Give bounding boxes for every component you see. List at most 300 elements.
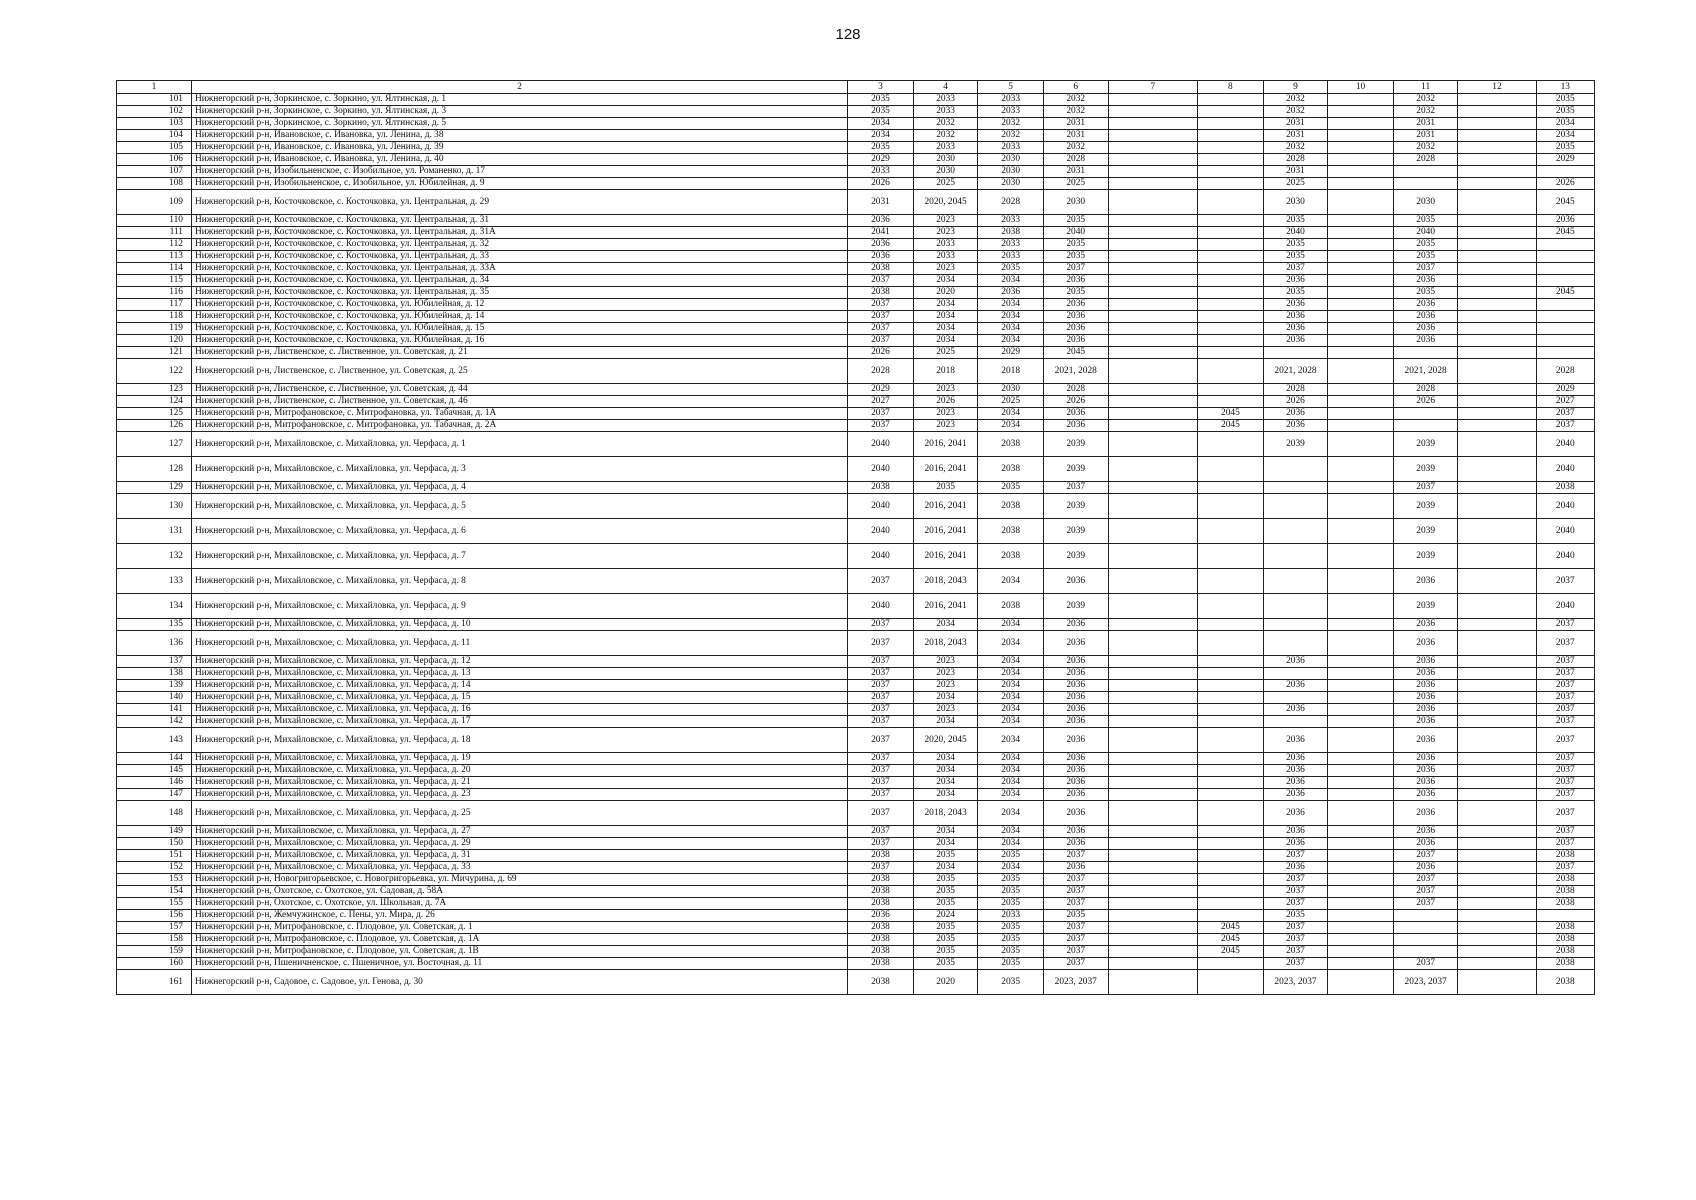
year-cell-c4: 2016, 2041 (913, 594, 978, 619)
year-cell-c10 (1328, 299, 1394, 311)
year-cell-c13: 2034 (1536, 118, 1594, 130)
year-cell-c7 (1108, 142, 1198, 154)
year-cell-c4: 2023 (913, 408, 978, 420)
row-number-cell: 103 (117, 118, 192, 130)
year-cell-c9 (1263, 594, 1328, 619)
year-cell-c3: 2037 (848, 838, 914, 850)
row-number-cell: 125 (117, 408, 192, 420)
year-cell-c7 (1108, 922, 1198, 934)
year-cell-c12 (1458, 287, 1536, 299)
year-cell-c6: 2036 (1043, 668, 1108, 680)
address-cell: Нижнегорский р-н, Михайловское, с. Михайловка, ул. Черфаса, д. 5 (191, 494, 847, 519)
row-number-cell: 112 (117, 239, 192, 251)
year-cell-c13 (1536, 251, 1594, 263)
year-cell-c11: 2023, 2037 (1393, 970, 1458, 995)
year-cell-c9: 2037 (1263, 898, 1328, 910)
year-cell-c4: 2023 (913, 384, 978, 396)
year-cell-c10 (1328, 215, 1394, 227)
year-cell-c3: 2038 (848, 850, 914, 862)
year-cell-c13: 2036 (1536, 215, 1594, 227)
address-cell: Нижнегорский р-н, Ивановское, с. Ивановка, ул. Ленина, д. 39 (191, 142, 847, 154)
year-cell-c8: 2045 (1198, 922, 1264, 934)
year-cell-c7 (1108, 910, 1198, 922)
year-cell-c9: 2037 (1263, 946, 1328, 958)
year-cell-c5: 2025 (978, 396, 1044, 408)
year-cell-c13 (1536, 275, 1594, 287)
year-cell-c5: 2030 (978, 166, 1044, 178)
year-cell-c9: 2031 (1263, 130, 1328, 142)
year-cell-c7 (1108, 263, 1198, 275)
year-cell-c3: 2037 (848, 716, 914, 728)
row-number-cell: 159 (117, 946, 192, 958)
year-cell-c6: 2036 (1043, 704, 1108, 716)
year-cell-c8 (1198, 898, 1264, 910)
year-cell-c6: 2039 (1043, 594, 1108, 619)
row-number-cell: 154 (117, 886, 192, 898)
year-cell-c10 (1328, 789, 1394, 801)
year-cell-c10 (1328, 519, 1394, 544)
year-cell-c13: 2045 (1536, 227, 1594, 239)
year-cell-c7 (1108, 898, 1198, 910)
year-cell-c11: 2035 (1393, 239, 1458, 251)
year-cell-c12 (1458, 227, 1536, 239)
row-number-cell: 128 (117, 457, 192, 482)
year-cell-c13: 2037 (1536, 826, 1594, 838)
year-cell-c9: 2037 (1263, 874, 1328, 886)
year-cell-c7 (1108, 946, 1198, 958)
year-cell-c7 (1108, 958, 1198, 970)
year-cell-c10 (1328, 154, 1394, 166)
table-row (117, 494, 1595, 519)
year-cell-c3: 2041 (848, 227, 914, 239)
year-cell-c13 (1536, 263, 1594, 275)
row-number-cell: 124 (117, 396, 192, 408)
year-cell-c6: 2036 (1043, 311, 1108, 323)
year-cell-c10 (1328, 311, 1394, 323)
year-cell-c9: 2037 (1263, 886, 1328, 898)
year-cell-c12 (1458, 482, 1536, 494)
year-cell-c4: 2034 (913, 275, 978, 287)
table-row (117, 970, 1595, 995)
year-cell-c11: 2036 (1393, 323, 1458, 335)
year-cell-c3: 2040 (848, 432, 914, 457)
year-cell-c5: 2035 (978, 263, 1044, 275)
year-cell-c11 (1393, 922, 1458, 934)
row-number-cell: 147 (117, 789, 192, 801)
year-cell-c10 (1328, 631, 1394, 656)
year-cell-c8 (1198, 958, 1264, 970)
year-cell-c9: 2036 (1263, 311, 1328, 323)
row-number-cell: 139 (117, 680, 192, 692)
year-cell-c11: 2036 (1393, 680, 1458, 692)
year-cell-c3: 2037 (848, 275, 914, 287)
address-cell: Нижнегорский р-н, Михайловское, с. Михайловка, ул. Черфаса, д. 4 (191, 482, 847, 494)
year-cell-c10 (1328, 934, 1394, 946)
year-cell-c6: 2036 (1043, 862, 1108, 874)
table-row (117, 251, 1595, 263)
year-cell-c11: 2035 (1393, 287, 1458, 299)
year-cell-c11: 2036 (1393, 765, 1458, 777)
year-cell-c10 (1328, 432, 1394, 457)
year-cell-c9: 2036 (1263, 656, 1328, 668)
address-cell: Нижнегорский р-н, Митрофановское, с. Плодовое, ул. Советская, д. 1А (191, 934, 847, 946)
address-cell: Нижнегорский р-н, Митрофановское, с. Плодовое, ул. Советская, д. 1 (191, 922, 847, 934)
year-cell-c3: 2037 (848, 765, 914, 777)
year-cell-c7 (1108, 154, 1198, 166)
year-cell-c12 (1458, 680, 1536, 692)
year-cell-c13: 2035 (1536, 142, 1594, 154)
column-header: 4 (913, 81, 978, 94)
address-cell: Нижнегорский р-н, Михайловское, с. Михайловка, ул. Черфаса, д. 29 (191, 838, 847, 850)
year-cell-c13: 2040 (1536, 432, 1594, 457)
year-cell-c10 (1328, 898, 1394, 910)
year-cell-c10 (1328, 656, 1394, 668)
year-cell-c4: 2026 (913, 396, 978, 408)
year-cell-c11: 2036 (1393, 692, 1458, 704)
year-cell-c11: 2039 (1393, 432, 1458, 457)
year-cell-c3: 2037 (848, 801, 914, 826)
year-cell-c6: 2036 (1043, 335, 1108, 347)
year-cell-c8 (1198, 130, 1264, 142)
address-cell: Нижнегорский р-н, Охотское, с. Охотское, ул. Садовая, д. 58А (191, 886, 847, 898)
address-cell: Нижнегорский р-н, Косточковское, с. Косточковка, ул. Центральная, д. 31 (191, 215, 847, 227)
year-cell-c10 (1328, 190, 1394, 215)
year-cell-c6: 2037 (1043, 874, 1108, 886)
year-cell-c7 (1108, 239, 1198, 251)
year-cell-c8 (1198, 94, 1264, 106)
year-cell-c4: 2032 (913, 118, 978, 130)
year-cell-c6: 2036 (1043, 728, 1108, 753)
year-cell-c8 (1198, 874, 1264, 886)
address-cell: Нижнегорский р-н, Михайловское, с. Михайловка, ул. Черфаса, д. 25 (191, 801, 847, 826)
year-cell-c8 (1198, 777, 1264, 789)
year-cell-c3: 2038 (848, 263, 914, 275)
year-cell-c6: 2036 (1043, 789, 1108, 801)
year-cell-c13: 2027 (1536, 396, 1594, 408)
year-cell-c12 (1458, 569, 1536, 594)
year-cell-c6: 2036 (1043, 656, 1108, 668)
year-cell-c3: 2029 (848, 384, 914, 396)
year-cell-c12 (1458, 958, 1536, 970)
table-row (117, 946, 1595, 958)
year-cell-c11: 2037 (1393, 482, 1458, 494)
year-cell-c4: 2030 (913, 154, 978, 166)
year-cell-c13: 2040 (1536, 594, 1594, 619)
year-cell-c3: 2037 (848, 704, 914, 716)
year-cell-c3: 2038 (848, 886, 914, 898)
table-row (117, 130, 1595, 142)
year-cell-c4: 2018, 2043 (913, 631, 978, 656)
year-cell-c9: 2035 (1263, 287, 1328, 299)
address-cell: Нижнегорский р-н, Жемчужинское, с. Пены, ул. Мира, д. 26 (191, 910, 847, 922)
row-number-cell: 119 (117, 323, 192, 335)
year-cell-c6: 2036 (1043, 777, 1108, 789)
row-number-cell: 133 (117, 569, 192, 594)
year-cell-c3: 2038 (848, 898, 914, 910)
year-cell-c4: 2035 (913, 922, 978, 934)
year-cell-c10 (1328, 457, 1394, 482)
address-cell: Нижнегорский р-н, Косточковское, с. Косточковка, ул. Центральная, д. 29 (191, 190, 847, 215)
year-cell-c3: 2035 (848, 142, 914, 154)
year-cell-c7 (1108, 118, 1198, 130)
column-header: 3 (848, 81, 914, 94)
year-cell-c9 (1263, 457, 1328, 482)
year-cell-c6: 2037 (1043, 850, 1108, 862)
year-cell-c9: 2031 (1263, 166, 1328, 178)
year-cell-c6: 2031 (1043, 130, 1108, 142)
year-cell-c5: 2035 (978, 946, 1044, 958)
year-cell-c7 (1108, 347, 1198, 359)
row-number-cell: 127 (117, 432, 192, 457)
year-cell-c11: 2031 (1393, 118, 1458, 130)
table-row (117, 384, 1595, 396)
year-cell-c11: 2037 (1393, 886, 1458, 898)
year-cell-c3: 2035 (848, 94, 914, 106)
table-row (117, 789, 1595, 801)
year-cell-c5: 2034 (978, 862, 1044, 874)
year-cell-c3: 2035 (848, 106, 914, 118)
year-cell-c12 (1458, 922, 1536, 934)
year-cell-c11 (1393, 910, 1458, 922)
year-cell-c4: 2035 (913, 958, 978, 970)
year-cell-c11 (1393, 347, 1458, 359)
year-cell-c13: 2037 (1536, 716, 1594, 728)
year-cell-c5: 2034 (978, 765, 1044, 777)
table-row (117, 347, 1595, 359)
year-cell-c11: 2035 (1393, 215, 1458, 227)
year-cell-c12 (1458, 106, 1536, 118)
year-cell-c5: 2034 (978, 619, 1044, 631)
year-cell-c8: 2045 (1198, 946, 1264, 958)
year-cell-c4: 2024 (913, 910, 978, 922)
year-cell-c9: 2036 (1263, 420, 1328, 432)
year-cell-c12 (1458, 420, 1536, 432)
year-cell-c13: 2038 (1536, 482, 1594, 494)
year-cell-c7 (1108, 680, 1198, 692)
year-cell-c3: 2037 (848, 680, 914, 692)
year-cell-c4: 2016, 2041 (913, 544, 978, 569)
table-row (117, 680, 1595, 692)
year-cell-c7 (1108, 850, 1198, 862)
year-cell-c8 (1198, 287, 1264, 299)
year-cell-c12 (1458, 190, 1536, 215)
row-number-cell: 152 (117, 862, 192, 874)
year-cell-c3: 2038 (848, 958, 914, 970)
address-cell: Нижнегорский р-н, Охотское, с. Охотское, ул. Школьная, д. 7А (191, 898, 847, 910)
year-cell-c10 (1328, 106, 1394, 118)
address-cell: Нижнегорский р-н, Михайловское, с. Михайловка, ул. Черфаса, д. 3 (191, 457, 847, 482)
year-cell-c10 (1328, 958, 1394, 970)
year-cell-c6: 2036 (1043, 299, 1108, 311)
table-row (117, 154, 1595, 166)
year-cell-c10 (1328, 862, 1394, 874)
year-cell-c10 (1328, 118, 1394, 130)
year-cell-c3: 2037 (848, 299, 914, 311)
table-row (117, 178, 1595, 190)
address-cell: Нижнегорский р-н, Лиственское, с. Лиственное, ул. Советская, д. 44 (191, 384, 847, 396)
year-cell-c9: 2036 (1263, 777, 1328, 789)
year-cell-c8 (1198, 432, 1264, 457)
year-cell-c8 (1198, 753, 1264, 765)
year-cell-c9: 2037 (1263, 922, 1328, 934)
row-number-cell: 113 (117, 251, 192, 263)
year-cell-c13: 2037 (1536, 789, 1594, 801)
year-cell-c5: 2034 (978, 801, 1044, 826)
year-cell-c13: 2026 (1536, 178, 1594, 190)
year-cell-c6: 2035 (1043, 910, 1108, 922)
year-cell-c7 (1108, 130, 1198, 142)
year-cell-c4: 2034 (913, 335, 978, 347)
row-number-cell: 126 (117, 420, 192, 432)
year-cell-c3: 2037 (848, 631, 914, 656)
year-cell-c11: 2036 (1393, 801, 1458, 826)
row-number-cell: 121 (117, 347, 192, 359)
year-cell-c11 (1393, 934, 1458, 946)
table-body (117, 94, 1595, 995)
year-cell-c8 (1198, 190, 1264, 215)
row-number-cell: 161 (117, 970, 192, 995)
address-cell: Нижнегорский р-н, Михайловское, с. Михайловка, ул. Черфаса, д. 16 (191, 704, 847, 716)
year-cell-c7 (1108, 716, 1198, 728)
year-cell-c8 (1198, 619, 1264, 631)
year-cell-c11: 2036 (1393, 704, 1458, 716)
year-cell-c10 (1328, 704, 1394, 716)
year-cell-c8 (1198, 680, 1264, 692)
year-cell-c10 (1328, 384, 1394, 396)
year-cell-c8 (1198, 910, 1264, 922)
year-cell-c9: 2036 (1263, 299, 1328, 311)
year-cell-c8 (1198, 789, 1264, 801)
year-cell-c9: 2036 (1263, 275, 1328, 287)
address-cell: Нижнегорский р-н, Зоркинское, с. Зоркино, ул. Ялтинская, д. 1 (191, 94, 847, 106)
year-cell-c3: 2026 (848, 178, 914, 190)
year-cell-c5: 2035 (978, 970, 1044, 995)
year-cell-c13: 2040 (1536, 494, 1594, 519)
year-cell-c5: 2034 (978, 704, 1044, 716)
year-cell-c4: 2030 (913, 166, 978, 178)
year-cell-c11 (1393, 420, 1458, 432)
year-cell-c13: 2034 (1536, 130, 1594, 142)
year-cell-c8 (1198, 594, 1264, 619)
address-cell: Нижнегорский р-н, Косточковское, с. Косточковка, ул. Центральная, д. 35 (191, 287, 847, 299)
year-cell-c7 (1108, 311, 1198, 323)
year-cell-c12 (1458, 142, 1536, 154)
address-cell: Нижнегорский р-н, Ивановское, с. Ивановка, ул. Ленина, д. 40 (191, 154, 847, 166)
table-row (117, 569, 1595, 594)
year-cell-c11: 2036 (1393, 275, 1458, 287)
year-cell-c13 (1536, 239, 1594, 251)
year-cell-c8: 2045 (1198, 934, 1264, 946)
row-number-cell: 155 (117, 898, 192, 910)
year-cell-c6: 2036 (1043, 323, 1108, 335)
table-row (117, 263, 1595, 275)
year-cell-c8: 2045 (1198, 420, 1264, 432)
table-row (117, 215, 1595, 227)
year-cell-c12 (1458, 801, 1536, 826)
year-cell-c12 (1458, 263, 1536, 275)
year-cell-c8 (1198, 118, 1264, 130)
year-cell-c7 (1108, 934, 1198, 946)
year-cell-c13: 2040 (1536, 519, 1594, 544)
year-cell-c7 (1108, 619, 1198, 631)
year-cell-c5: 2034 (978, 408, 1044, 420)
year-cell-c11: 2036 (1393, 335, 1458, 347)
row-number-cell: 138 (117, 668, 192, 680)
year-cell-c10 (1328, 850, 1394, 862)
row-number-cell: 153 (117, 874, 192, 886)
year-cell-c9: 2035 (1263, 910, 1328, 922)
year-cell-c6: 2037 (1043, 263, 1108, 275)
year-cell-c9: 2036 (1263, 765, 1328, 777)
year-cell-c8 (1198, 251, 1264, 263)
table-row (117, 728, 1595, 753)
year-cell-c10 (1328, 946, 1394, 958)
address-cell: Нижнегорский р-н, Косточковское, с. Косточковка, ул. Центральная, д. 33А (191, 263, 847, 275)
year-cell-c7 (1108, 396, 1198, 408)
table-row (117, 519, 1595, 544)
year-cell-c12 (1458, 130, 1536, 142)
year-cell-c3: 2037 (848, 311, 914, 323)
year-cell-c11: 2035 (1393, 251, 1458, 263)
year-cell-c10 (1328, 569, 1394, 594)
year-cell-c3: 2033 (848, 166, 914, 178)
year-cell-c9: 2036 (1263, 826, 1328, 838)
year-cell-c10 (1328, 765, 1394, 777)
year-cell-c12 (1458, 323, 1536, 335)
year-cell-c11: 2036 (1393, 569, 1458, 594)
year-cell-c12 (1458, 359, 1536, 384)
year-cell-c9: 2032 (1263, 94, 1328, 106)
column-header: 11 (1393, 81, 1458, 94)
year-cell-c13 (1536, 299, 1594, 311)
year-cell-c5: 2034 (978, 323, 1044, 335)
year-cell-c8 (1198, 299, 1264, 311)
year-cell-c11: 2036 (1393, 619, 1458, 631)
year-cell-c10 (1328, 544, 1394, 569)
year-cell-c10 (1328, 178, 1394, 190)
year-cell-c5: 2035 (978, 922, 1044, 934)
year-cell-c6: 2037 (1043, 482, 1108, 494)
address-cell: Нижнегорский р-н, Митрофановское, с. Митрофановка, ул. Табачная, д. 2А (191, 420, 847, 432)
year-cell-c11: 2036 (1393, 777, 1458, 789)
year-cell-c13: 2038 (1536, 970, 1594, 995)
year-cell-c5: 2036 (978, 287, 1044, 299)
year-cell-c7 (1108, 323, 1198, 335)
year-cell-c5: 2035 (978, 958, 1044, 970)
year-cell-c3: 2040 (848, 494, 914, 519)
year-cell-c10 (1328, 886, 1394, 898)
year-cell-c6: 2036 (1043, 838, 1108, 850)
year-cell-c13 (1536, 323, 1594, 335)
year-cell-c10 (1328, 482, 1394, 494)
address-cell: Нижнегорский р-н, Косточковское, с. Косточковка, ул. Центральная, д. 33 (191, 251, 847, 263)
year-cell-c12 (1458, 850, 1536, 862)
year-cell-c11: 2031 (1393, 130, 1458, 142)
year-cell-c8 (1198, 838, 1264, 850)
table-row (117, 898, 1595, 910)
year-cell-c4: 2034 (913, 692, 978, 704)
year-cell-c5: 2033 (978, 94, 1044, 106)
year-cell-c10 (1328, 420, 1394, 432)
year-cell-c11: 2036 (1393, 728, 1458, 753)
year-cell-c9 (1263, 347, 1328, 359)
table-row (117, 765, 1595, 777)
year-cell-c12 (1458, 432, 1536, 457)
year-cell-c12 (1458, 457, 1536, 482)
year-cell-c8 (1198, 263, 1264, 275)
table-row (117, 862, 1595, 874)
year-cell-c8 (1198, 106, 1264, 118)
